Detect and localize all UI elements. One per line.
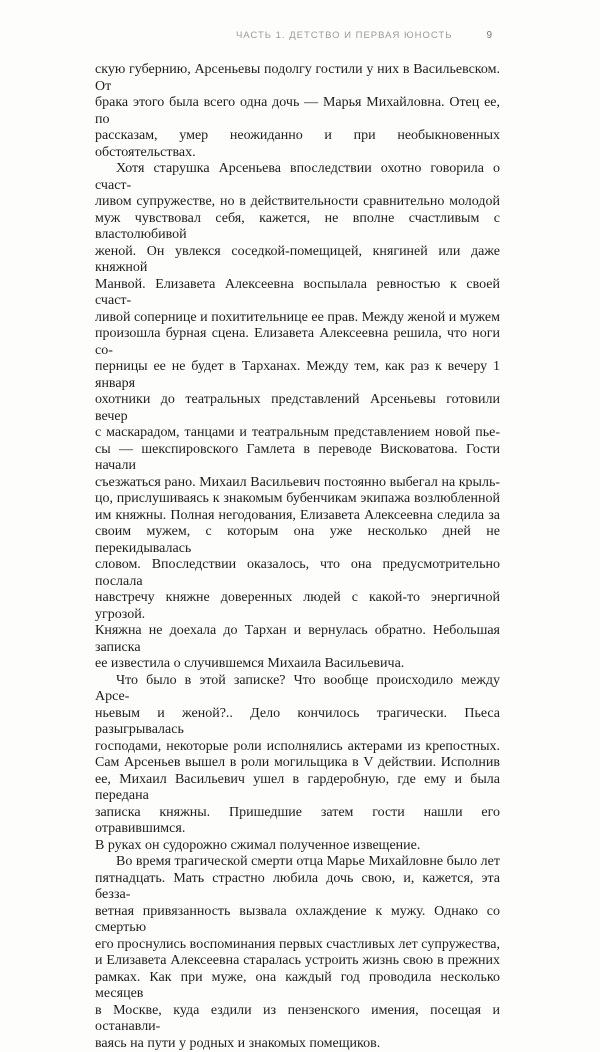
body-text — [95, 62, 500, 1052]
text-line: рамках. Как при муже, она каждый год проводила несколько месяцев — [95, 970, 500, 1003]
text-line: ее известила о случившемся Михаила Васильевича. — [95, 656, 500, 673]
text-line: его проснулись воспоминания первых счастливых лет супружества, — [95, 937, 500, 954]
text-line: скую губернию, Арсеньевы подолгу гостили у них в Васильевском. От — [95, 62, 500, 95]
text-line: им княжны. Полная негодования, Елизавета Алексеевна следила за — [95, 508, 500, 525]
text-line: произошла бурная сцена. Елизавета Алексеевна решила, что ноги со- — [95, 326, 500, 359]
text-line: и Елизавета Алексеевна старалась устроить жизнь свою в прежних — [95, 953, 500, 970]
text-line: охотники до театральных представлений Арсеньевы готовили вечер — [95, 392, 500, 425]
text-line: навстречу княжне доверенных людей с какой-то энергичной угрозой. — [95, 590, 500, 623]
text-line: Сам Арсеньев вышел в роли могильщика в V действии. Исполнив — [95, 755, 500, 772]
text-line: съезжаться рано. Михаил Васильевич постоянно выбегал на крыль- — [95, 475, 500, 492]
text-line: Что было в этой записке? Что вообще происходило между Арсе- — [95, 673, 500, 706]
running-title: ЧАСТЬ 1. ДЕТСТВО И ПЕРВАЯ ЮНОСТЬ — [236, 30, 452, 41]
text-line: рассказам, умер неожиданно и при необыкновенных обстоятельствах. — [95, 128, 500, 161]
text-line: ветная привязанность вызвала охлаждение к мужу. Однако со смертью — [95, 904, 500, 937]
text-line: брака этого была всего одна дочь — Марья Михайловна. Отец ее, по — [95, 95, 500, 128]
paragraph — [95, 62, 500, 161]
running-header — [95, 30, 498, 41]
text-line: ньевым и женой?.. Дело кончилось трагически. Пьеса разыгрывалась — [95, 706, 500, 739]
text-line: Хотя старушка Арсеньева впоследствии охотно говорила о счаст- — [95, 161, 500, 194]
text-line: Княжна не доехала до Тархан и вернулась обратно. Небольшая записка — [95, 623, 500, 656]
text-line: Во время трагической смерти отца Марье Михайловне было лет — [95, 854, 500, 871]
text-line: ваясь на пути у родных и знакомых помещиков. — [95, 1036, 500, 1052]
text-line: женой. Он увлекся соседкой-помещицей, княгиней или даже княжной — [95, 244, 500, 277]
text-line: пятнадцать. Мать страстно любила дочь свою, и, кажется, эта безза- — [95, 871, 500, 904]
text-line: словом. Впоследствии оказалось, что она предусмотрительно послала — [95, 557, 500, 590]
text-line: записка княжны. Пришедшие затем гости нашли его отравившимся. — [95, 805, 500, 838]
paragraph — [95, 161, 500, 673]
page-number: 9 — [486, 30, 498, 41]
text-line: цо, прислушиваясь к знакомым бубенчикам экипажа возлюбленной — [95, 491, 500, 508]
text-line: сы — шекспировского Гамлета в переводе Висковатова. Гости начали — [95, 442, 500, 475]
text-line: перницы ее не будет в Тарханах. Между тем, как раз к вечеру 1 января — [95, 359, 500, 392]
paragraph — [95, 854, 500, 1052]
text-line: ливом супружестве, но в действительности сравнительно молодой — [95, 194, 500, 211]
text-line: своим мужем, с которым она уже несколько дней не перекидывалась — [95, 524, 500, 557]
paragraph — [95, 673, 500, 855]
text-line: в Москве, куда ездили из пензенского имения, посещая и останавли- — [95, 1003, 500, 1036]
text-line: с маскарадом, танцами и театральным представлением новой пье- — [95, 425, 500, 442]
text-line: господами, некоторые роли исполнялись актерами из крепостных. — [95, 739, 500, 756]
text-line: ливой сопернице и похитительнице ее прав. Между женой и мужем — [95, 310, 500, 327]
text-line: муж чувствовал себя, кажется, не вполне счастливым с властолюбивой — [95, 211, 500, 244]
text-line: В руках он судорожно сжимал полученное извещение. — [95, 838, 500, 855]
text-line: ее, Михаил Васильевич ушел в гардеробную, где ему и была передана — [95, 772, 500, 805]
text-line: Манвой. Елизавета Алексеевна воспылала ревностью к своей счаст- — [95, 277, 500, 310]
